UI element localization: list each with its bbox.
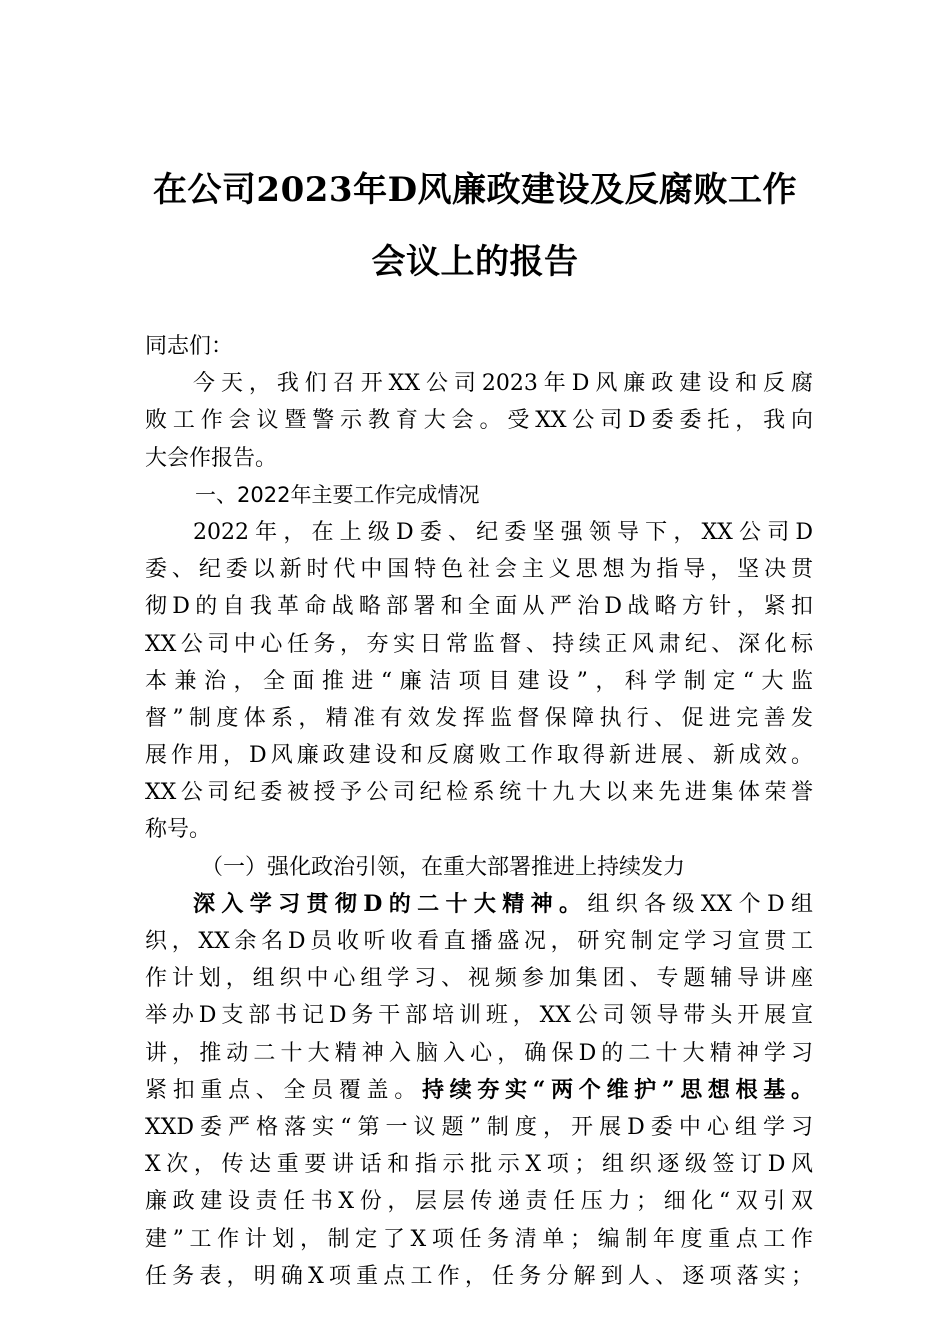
paragraph-line: 委、纪委以新时代中国特色社会主义思想为指导，坚决贯 (145, 557, 813, 583)
document-body (145, 328, 813, 1295)
section-heading: 一、2022年主要工作完成情况 (195, 482, 480, 507)
paragraph-text: 组织各级XX个D组 (587, 891, 813, 917)
paragraph-line: 讲，推动二十大精神入脑入心，确保D的二十大精神学习 (145, 1040, 813, 1066)
paragraph-line: 举办D支部书记D务干部培训班，XX公司领导带头开展宣 (145, 1003, 813, 1029)
paragraph-line: 展作用，D风廉政建设和反腐败工作取得新进展、新成效。 (145, 743, 813, 769)
paragraph-line: 作计划，组织中心组学习、视频参加集团、专题辅导讲座 (145, 966, 813, 992)
paragraph-text: 紧扣重点、全员覆盖。 (145, 1077, 422, 1103)
paragraph-line: 督”制度体系，精准有效发挥监督保障执行、促进完善发 (145, 705, 813, 731)
paragraph-line: X次，传达重要讲话和指示批示X项；组织逐级签订D风 (145, 1152, 813, 1178)
paragraph-line (145, 886, 813, 923)
document-title-line-1: 在公司2023年D风廉政建设及反腐败工作 (152, 170, 798, 210)
paragraph-line: 建”工作计划，制定了X项任务清单；编制年度重点工作 (145, 1226, 813, 1252)
paragraph-line: 廉政建设责任书X份，层层传递责任压力；细化“双引双 (145, 1189, 813, 1215)
intro-line: 败工作会议暨警示教育大会。受XX公司D委委托，我向 (145, 408, 813, 434)
intro-line: 大会作报告。 (145, 445, 278, 471)
paragraph-line: XX公司纪委被授予公司纪检系统十九大以来先进集体荣誉 (145, 780, 813, 806)
paragraph-line: 任务表，明确X项重点工作，任务分解到人、逐项落实； (145, 1263, 813, 1289)
paragraph-line: XX公司中心任务，夯实日常监督、持续正风肃纪、深化标 (145, 631, 813, 657)
subsection-heading: （一）强化政治引领，在重大部署推进上持续发力 (201, 854, 686, 880)
paragraph-line: XXD委严格落实“第一议题”制度，开展D委中心组学习 (145, 1114, 813, 1140)
paragraph-line: 本兼治，全面推进“廉洁项目建设”，科学制定“大监 (145, 668, 813, 694)
document-title-line-2: 会议上的报告 (371, 242, 579, 282)
paragraph-line: 彻D的自我革命战略部署和全面从严治D战略方针，紧扣 (145, 594, 813, 620)
bold-lead: 持续夯实“两个维护”思想根基。 (421, 1076, 813, 1103)
paragraph-line: 2022年，在上级D委、纪委坚强领导下，XX公司D (193, 519, 813, 545)
paragraph-line: 织，XX余名D员收听收看直播盛况，研究制定学习宣贯工 (145, 929, 813, 954)
greeting: 同志们： (145, 334, 234, 359)
bold-lead: 深入学习贯彻D的二十大精神。 (193, 890, 588, 917)
intro-line: 今天，我们召开XX公司2023年D风廉政建设和反腐 (193, 371, 813, 397)
paragraph-line: 称号。 (145, 817, 212, 843)
paragraph-line (145, 1072, 813, 1109)
